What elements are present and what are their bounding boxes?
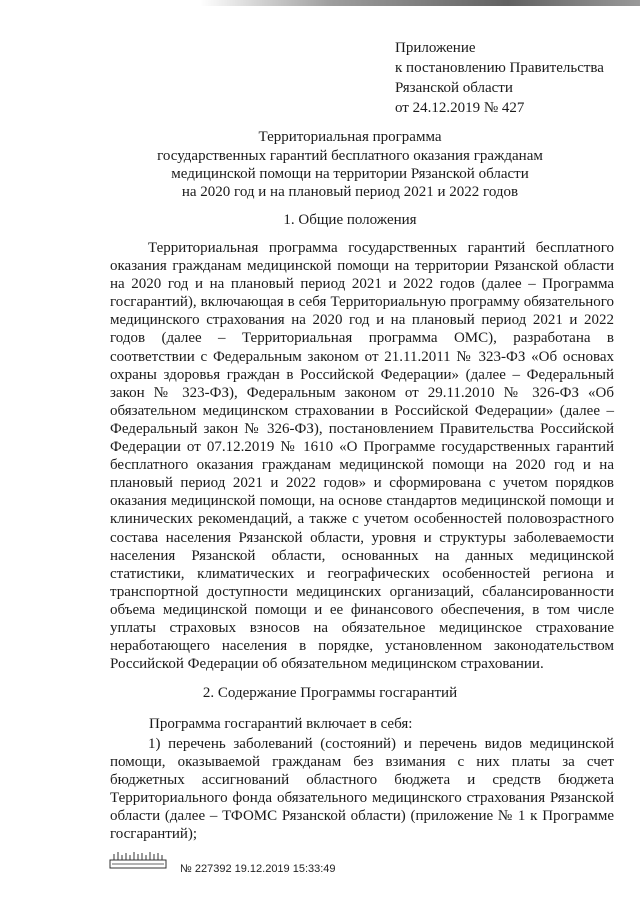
document-title-line2: государственных гарантий бесплатного оказания гражданам <box>157 148 543 164</box>
registration-stamp: № 227392 19.12.2019 15:33:49 <box>180 863 336 875</box>
section1-paragraph: Территориальная программа государственных гарантий бесплатного оказания гражданам медицинской помощи на территории Рязанской области на 2020 год и на плановый период 2021 и 2022 годов (далее – Программа госгарантий), включающая в себя Территориальную программу обязательного медицинского страхования на 2020 год и на плановый период 2021 и 2022 годов (далее – Территориальная программа ОМС), разработана в соответствии с Федеральным законом от 21.11.2011 № 323-ФЗ «Об основах охраны здоровья граждан в Российской Федерации» (далее – Федеральный закон № 323-ФЗ), Федеральным законом от 29.11.2010 № 326-ФЗ «Об обязательном медицинском страховании в Российской Федерации» (далее – Федеральный закон № 326-ФЗ), постановлением Правительства Российской Федерации от 07.12.2019 № 1610 «О Программе государственных гарантий бесплатного оказания гражданам медицинской помощи на 2020 год и на плановый период 2021 и 2022 годов» и сформирована с учетом порядков оказания медицинской помощи, на основе стандартов медицинской помощи и клинических рекомендаций, а также с учетом особенностей половозрастного состава населения Рязанской области, уровня и структуры заболеваемости населения Рязанской области, основанных на данных медицинской статистики, климатических и географических особенностей региона и транспортной доступности медицинских организаций, сбалансированности объема медицинской помощи и ее финансового обеспечения, в том числе уплаты страховых взносов на обязательное медицинское страхование неработающего населения в порядке, установленном законодательством Российской Федерации об обязательном медицинском страховании. <box>110 240 614 673</box>
appendix-region: Рязанской области <box>395 80 513 96</box>
document-title-line1: Территориальная программа <box>258 129 442 145</box>
appendix-resolution: к постановлению Правительства <box>395 60 604 76</box>
document-title-line4: на 2020 год и на плановый период 2021 и 2022 годов <box>181 184 519 200</box>
appendix-date-number: от 24.12.2019 № 427 <box>395 100 525 116</box>
appendix-label: Приложение <box>395 40 476 56</box>
section2-lead: Программа госгарантий включает в себя: <box>149 716 413 732</box>
section1-heading: 1. Общие положения <box>283 212 417 228</box>
document-registry-logo-icon <box>108 850 168 872</box>
section2-heading: 2. Содержание Программы госгарантий <box>202 685 458 701</box>
section2-item1: 1) перечень заболеваний (состояний) и перечень видов медицинской помощи, оказываемой гражданам без взимания с них платы за счет бюджетных ассигнований областного бюджета и средств бюджета Территориального фонда обязательного медицинского страхования Рязанской области (далее – ТФОМС Рязанской области) (приложение № 1 к Программе госгарантий); <box>110 736 614 843</box>
scan-edge-artifact <box>200 0 640 6</box>
document-title-line3: медицинской помощи на территории Рязанской области <box>171 166 529 182</box>
